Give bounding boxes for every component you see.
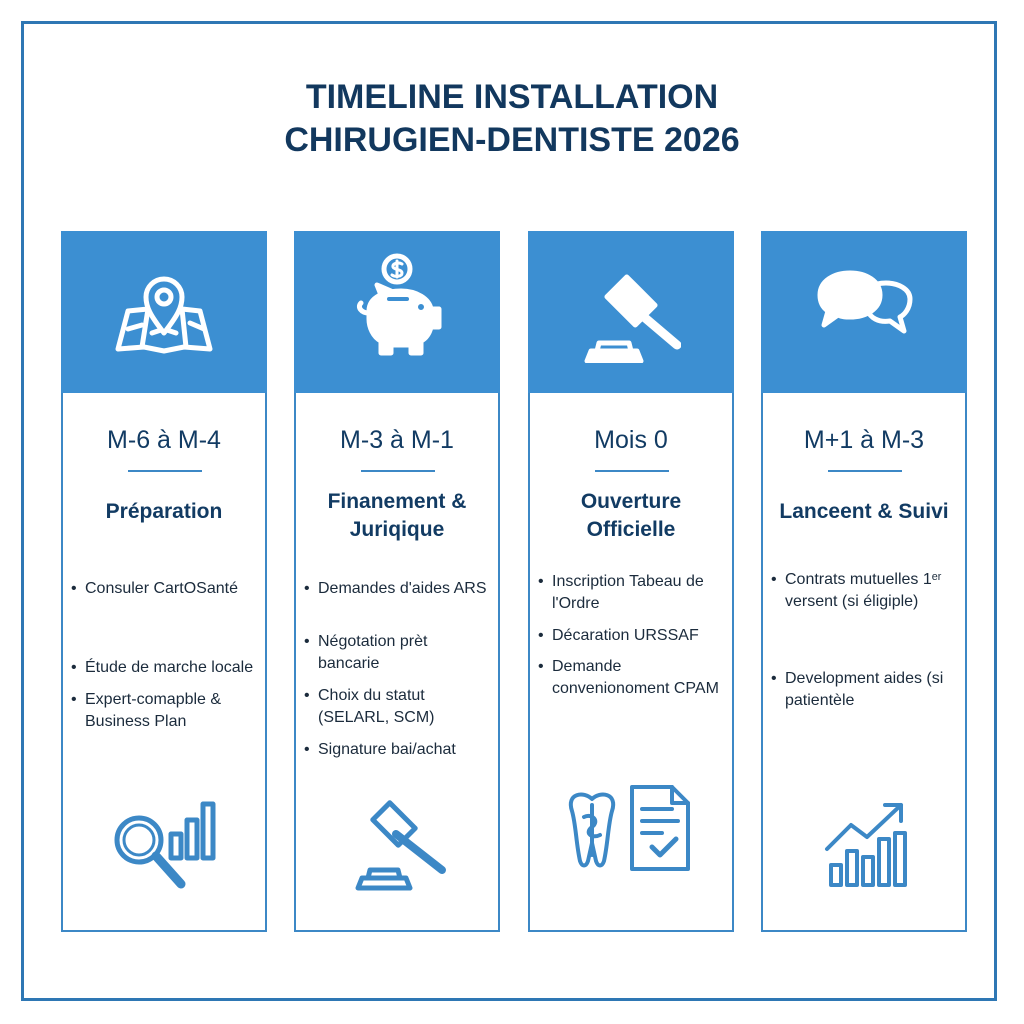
chat-bubbles-icon [814,253,914,363]
task-item: • Choix du statut (SELARL, SCM) [304,687,435,726]
magnifier-chart-icon [107,798,223,898]
column-divider [828,470,902,472]
title-line-2: CHIRUGIEN-DENTISTE 2026 [284,121,740,159]
task-item: • Inscription Tabeau de l'Ordre [538,573,704,612]
task-item: • Demande convenionoment CPAM [538,658,719,697]
phase-title: Ouverture Officielle [580,490,682,541]
bullet-icon: • [304,580,310,597]
timeline-column-4 [761,231,967,932]
page-title [21,76,1003,162]
bullet-icon: • [538,658,544,675]
timeline-column-2 [294,231,500,932]
period-label: Mois 0 [594,426,668,454]
period-label: M-6 à M-4 [107,426,221,454]
growth-chart-icon [823,799,909,889]
task-item: • Étude de marche locale [71,657,259,679]
task-item: • Development aides (si patientèle [771,670,944,709]
phase-title: Lanceent & Suivi [779,500,949,523]
timeline-column-1 [61,231,267,932]
bullet-icon: • [304,741,310,758]
tooth-document-icon [562,783,696,873]
column-divider [595,470,669,472]
phase-title: Finanement & Juriqique [327,490,467,541]
column-header [761,231,967,393]
task-item: • Contrats mutuelles 1ᵉʳ versent (si éligiple) [771,571,942,610]
bullet-icon: • [538,573,544,590]
task-item: • Signature bai/achat [304,739,492,761]
task-item: • Négotation prèt bancarie [304,633,428,672]
gavel-icon [352,798,452,893]
bullet-icon: • [304,687,310,704]
column-divider [128,470,202,472]
bullet-icon: • [771,670,777,687]
column-header [528,231,734,393]
period-label: M+1 à M-3 [803,426,925,454]
bullet-icon: • [538,627,544,644]
period-label: M-3 à M-1 [340,426,454,454]
task-item: • Demandes d'aides ARS [304,578,492,600]
bullet-icon: • [304,633,310,650]
column-header [61,231,267,393]
title-line-1: TIMELINE INSTALLATION [305,78,719,116]
task-item: • Expert-comapble & Business Plan [71,691,222,730]
column-header [294,231,500,393]
phase-title: Préparation [105,500,223,523]
gavel-icon [581,253,681,363]
piggy-bank-icon [347,253,447,363]
column-divider [361,470,435,472]
bullet-icon: • [71,659,77,676]
task-item: • Décaration URSSAF [538,625,726,647]
map-pin-icon [114,253,214,363]
bullet-icon: • [771,571,777,588]
timeline-column-3 [528,231,734,932]
bullet-icon: • [71,691,77,708]
task-item: • Consuler CartOSanté [71,578,259,600]
bullet-icon: • [71,580,77,597]
